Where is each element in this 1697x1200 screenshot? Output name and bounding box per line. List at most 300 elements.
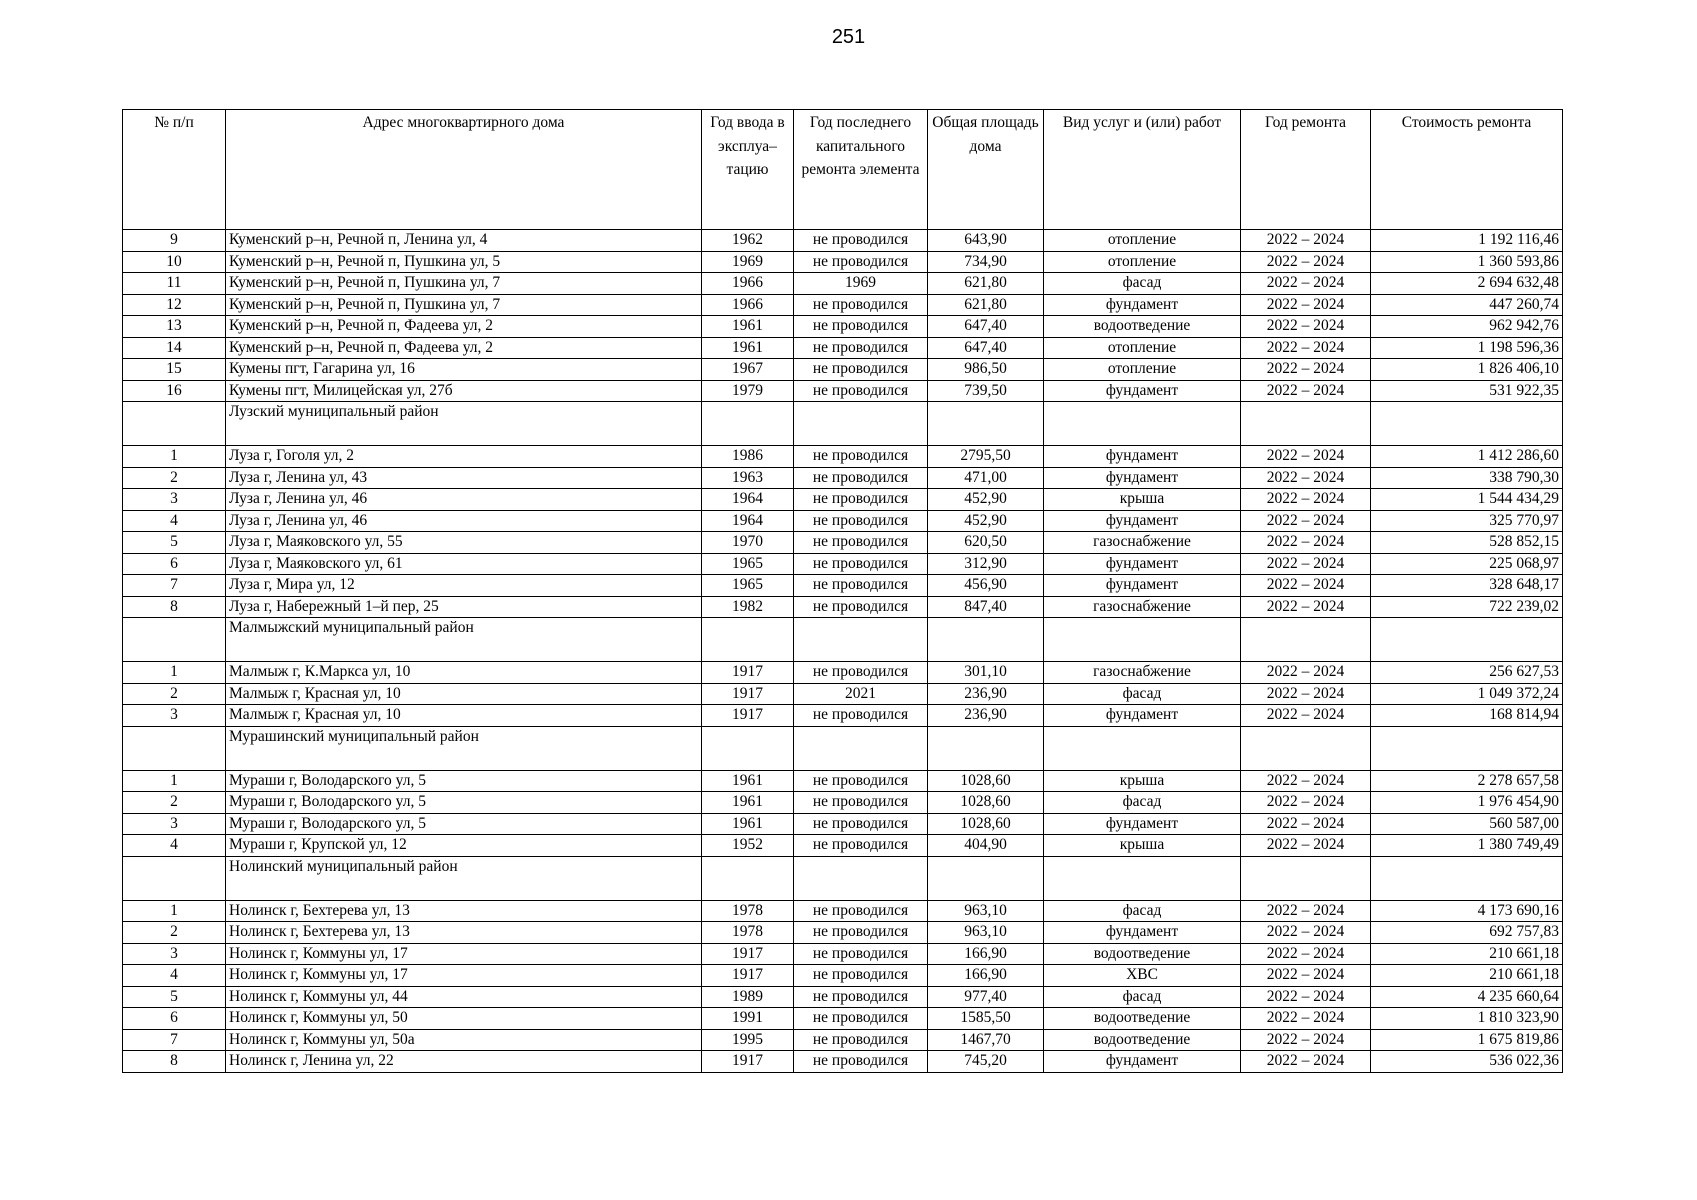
table-body (123, 230, 1563, 1073)
cell-num: 1 (123, 446, 226, 468)
cell-area: 456,90 (928, 575, 1044, 597)
cell-num: 6 (123, 553, 226, 575)
cell-work-type: водоотведение (1044, 316, 1241, 338)
cell-last-repair: не проводился (794, 380, 928, 402)
district-name: Лузский муниципальный район (226, 402, 702, 446)
cell-last-repair: не проводился (794, 251, 928, 273)
cell-repair-year: 2022 – 2024 (1241, 965, 1371, 987)
cell-repair-year: 2022 – 2024 (1241, 251, 1371, 273)
empty-cell (123, 618, 226, 662)
col-header-num: № п/п (123, 110, 226, 230)
table-row (123, 337, 1563, 359)
cell-last-repair: не проводился (794, 813, 928, 835)
cell-repair-year: 2022 – 2024 (1241, 273, 1371, 295)
cell-num: 4 (123, 965, 226, 987)
cell-address: Луза г, Маяковского ул, 61 (226, 553, 702, 575)
cell-num: 7 (123, 575, 226, 597)
cell-cost: 4 235 660,64 (1371, 986, 1563, 1008)
col-header-work-type: Вид услуг и (или) работ (1044, 110, 1241, 230)
cell-work-type: фасад (1044, 273, 1241, 295)
cell-year-built: 1964 (702, 489, 794, 511)
cell-work-type: ХВС (1044, 965, 1241, 987)
empty-cell (928, 856, 1044, 900)
cell-address: Кумены пгт, Милицейская ул, 27б (226, 380, 702, 402)
cell-cost: 210 661,18 (1371, 965, 1563, 987)
cell-last-repair: не проводился (794, 489, 928, 511)
cell-area: 986,50 (928, 359, 1044, 381)
cell-area: 166,90 (928, 965, 1044, 987)
cell-year-built: 1965 (702, 575, 794, 597)
table-row (123, 596, 1563, 618)
cell-address: Нолинск г, Ленина ул, 22 (226, 1051, 702, 1073)
cell-cost: 692 757,83 (1371, 922, 1563, 944)
cell-area: 734,90 (928, 251, 1044, 273)
cell-last-repair: 2021 (794, 683, 928, 705)
empty-cell (1371, 402, 1563, 446)
table-row (123, 1029, 1563, 1051)
cell-area: 312,90 (928, 553, 1044, 575)
cell-year-built: 1917 (702, 662, 794, 684)
cell-num: 6 (123, 1008, 226, 1030)
cell-work-type: отопление (1044, 359, 1241, 381)
cell-area: 2795,50 (928, 446, 1044, 468)
cell-year-built: 1979 (702, 380, 794, 402)
cell-last-repair: не проводился (794, 510, 928, 532)
cell-last-repair: не проводился (794, 596, 928, 618)
cell-address: Луза г, Мира ул, 12 (226, 575, 702, 597)
table-row (123, 943, 1563, 965)
cell-year-built: 1961 (702, 316, 794, 338)
cell-repair-year: 2022 – 2024 (1241, 900, 1371, 922)
cell-cost: 531 922,35 (1371, 380, 1563, 402)
cell-work-type: газоснабжение (1044, 532, 1241, 554)
cell-work-type: фундамент (1044, 294, 1241, 316)
cell-num: 14 (123, 337, 226, 359)
district-header-row (123, 726, 1563, 770)
empty-cell (123, 856, 226, 900)
empty-cell (702, 402, 794, 446)
cell-num: 9 (123, 230, 226, 252)
district-header-row (123, 856, 1563, 900)
cell-area: 404,90 (928, 835, 1044, 857)
cell-num: 15 (123, 359, 226, 381)
cell-address: Нолинск г, Коммуны ул, 44 (226, 986, 702, 1008)
cell-year-built: 1966 (702, 273, 794, 295)
cell-cost: 4 173 690,16 (1371, 900, 1563, 922)
empty-cell (928, 618, 1044, 662)
cell-num: 11 (123, 273, 226, 295)
cell-year-built: 1962 (702, 230, 794, 252)
cell-work-type: фасад (1044, 900, 1241, 922)
cell-address: Нолинск г, Коммуны ул, 50а (226, 1029, 702, 1051)
cell-last-repair: не проводился (794, 446, 928, 468)
table-row (123, 986, 1563, 1008)
cell-num: 12 (123, 294, 226, 316)
cell-cost: 1 826 406,10 (1371, 359, 1563, 381)
cell-area: 745,20 (928, 1051, 1044, 1073)
table-row (123, 705, 1563, 727)
district-name: Нолинский муниципальный район (226, 856, 702, 900)
empty-cell (1241, 618, 1371, 662)
cell-num: 16 (123, 380, 226, 402)
cell-repair-year: 2022 – 2024 (1241, 1051, 1371, 1073)
cell-cost: 2 694 632,48 (1371, 273, 1563, 295)
cell-year-built: 1982 (702, 596, 794, 618)
cell-area: 301,10 (928, 662, 1044, 684)
cell-area: 1028,60 (928, 770, 1044, 792)
cell-last-repair: не проводился (794, 922, 928, 944)
cell-cost: 1 049 372,24 (1371, 683, 1563, 705)
cell-num: 4 (123, 510, 226, 532)
cell-repair-year: 2022 – 2024 (1241, 532, 1371, 554)
cell-area: 452,90 (928, 510, 1044, 532)
district-header-row (123, 618, 1563, 662)
cell-year-built: 1961 (702, 770, 794, 792)
cell-cost: 1 198 596,36 (1371, 337, 1563, 359)
cell-address: Луза г, Ленина ул, 46 (226, 489, 702, 511)
col-header-repair-year: Год ремонта (1241, 110, 1371, 230)
empty-cell (702, 618, 794, 662)
cell-address: Нолинск г, Коммуны ул, 50 (226, 1008, 702, 1030)
cell-cost: 2 278 657,58 (1371, 770, 1563, 792)
table-row (123, 575, 1563, 597)
table-row (123, 553, 1563, 575)
cell-area: 1028,60 (928, 813, 1044, 835)
empty-cell (928, 726, 1044, 770)
cell-last-repair: не проводился (794, 1008, 928, 1030)
cell-last-repair: не проводился (794, 900, 928, 922)
table-row (123, 251, 1563, 273)
cell-area: 166,90 (928, 943, 1044, 965)
cell-repair-year: 2022 – 2024 (1241, 316, 1371, 338)
table-row (123, 510, 1563, 532)
table-row (123, 792, 1563, 814)
cell-num: 1 (123, 662, 226, 684)
cell-num: 1 (123, 770, 226, 792)
cell-last-repair: не проводился (794, 337, 928, 359)
cell-cost: 1 192 116,46 (1371, 230, 1563, 252)
table-row (123, 770, 1563, 792)
cell-work-type: фасад (1044, 792, 1241, 814)
empty-cell (1044, 618, 1241, 662)
cell-cost: 210 661,18 (1371, 943, 1563, 965)
cell-last-repair: не проводился (794, 662, 928, 684)
cell-area: 621,80 (928, 273, 1044, 295)
empty-cell (794, 726, 928, 770)
cell-year-built: 1952 (702, 835, 794, 857)
cell-cost: 168 814,94 (1371, 705, 1563, 727)
cell-repair-year: 2022 – 2024 (1241, 510, 1371, 532)
empty-cell (1044, 856, 1241, 900)
cell-area: 620,50 (928, 532, 1044, 554)
table-row (123, 532, 1563, 554)
cell-cost: 1 360 593,86 (1371, 251, 1563, 273)
empty-cell (928, 402, 1044, 446)
table-row (123, 1051, 1563, 1073)
cell-cost: 325 770,97 (1371, 510, 1563, 532)
cell-work-type: фундамент (1044, 380, 1241, 402)
cell-work-type: крыша (1044, 835, 1241, 857)
cell-cost: 328 648,17 (1371, 575, 1563, 597)
cell-year-built: 1978 (702, 900, 794, 922)
cell-cost: 1 380 749,49 (1371, 835, 1563, 857)
cell-year-built: 1917 (702, 705, 794, 727)
cell-last-repair: не проводился (794, 965, 928, 987)
empty-cell (1044, 726, 1241, 770)
cell-year-built: 1995 (702, 1029, 794, 1051)
cell-year-built: 1917 (702, 683, 794, 705)
cell-last-repair: не проводился (794, 294, 928, 316)
table-row (123, 922, 1563, 944)
cell-repair-year: 2022 – 2024 (1241, 380, 1371, 402)
cell-last-repair: не проводился (794, 986, 928, 1008)
cell-last-repair: не проводился (794, 705, 928, 727)
cell-cost: 1 544 434,29 (1371, 489, 1563, 511)
cell-num: 3 (123, 813, 226, 835)
cell-work-type: фундамент (1044, 467, 1241, 489)
empty-cell (1371, 856, 1563, 900)
cell-repair-year: 2022 – 2024 (1241, 835, 1371, 857)
cell-repair-year: 2022 – 2024 (1241, 683, 1371, 705)
cell-repair-year: 2022 – 2024 (1241, 294, 1371, 316)
cell-cost: 256 627,53 (1371, 662, 1563, 684)
cell-address: Куменский р–н, Речной п, Фадеева ул, 2 (226, 337, 702, 359)
table-row (123, 316, 1563, 338)
cell-work-type: газоснабжение (1044, 596, 1241, 618)
cell-work-type: фундамент (1044, 446, 1241, 468)
table-row (123, 359, 1563, 381)
cell-area: 739,50 (928, 380, 1044, 402)
cell-work-type: фундамент (1044, 575, 1241, 597)
cell-repair-year: 2022 – 2024 (1241, 553, 1371, 575)
cell-work-type: водоотведение (1044, 1008, 1241, 1030)
col-header-year-built: Год ввода в эксплуа– тацию (702, 110, 794, 230)
cell-address: Нолинск г, Бехтерева ул, 13 (226, 922, 702, 944)
cell-year-built: 1964 (702, 510, 794, 532)
cell-year-built: 1965 (702, 553, 794, 575)
cell-area: 236,90 (928, 705, 1044, 727)
table-row (123, 230, 1563, 252)
cell-num: 4 (123, 835, 226, 857)
cell-last-repair: не проводился (794, 553, 928, 575)
cell-area: 963,10 (928, 900, 1044, 922)
table-row (123, 662, 1563, 684)
cell-num: 2 (123, 467, 226, 489)
cell-repair-year: 2022 – 2024 (1241, 1029, 1371, 1051)
cell-cost: 536 022,36 (1371, 1051, 1563, 1073)
cell-last-repair: не проводился (794, 359, 928, 381)
cell-work-type: фундамент (1044, 813, 1241, 835)
cell-work-type: крыша (1044, 489, 1241, 511)
cell-num: 3 (123, 705, 226, 727)
cell-repair-year: 2022 – 2024 (1241, 230, 1371, 252)
district-header-row (123, 402, 1563, 446)
cell-cost: 447 260,74 (1371, 294, 1563, 316)
cell-address: Мураши г, Крупской ул, 12 (226, 835, 702, 857)
cell-last-repair: не проводился (794, 1029, 928, 1051)
cell-num: 3 (123, 489, 226, 511)
cell-repair-year: 2022 – 2024 (1241, 467, 1371, 489)
cell-num: 2 (123, 683, 226, 705)
cell-address: Куменский р–н, Речной п, Пушкина ул, 7 (226, 273, 702, 295)
cell-work-type: газоснабжение (1044, 662, 1241, 684)
table-row (123, 900, 1563, 922)
cell-address: Малмыж г, Красная ул, 10 (226, 705, 702, 727)
cell-address: Луза г, Ленина ул, 43 (226, 467, 702, 489)
table-row (123, 965, 1563, 987)
cell-cost: 338 790,30 (1371, 467, 1563, 489)
empty-cell (794, 618, 928, 662)
cell-last-repair: не проводился (794, 943, 928, 965)
table-row (123, 835, 1563, 857)
cell-num: 3 (123, 943, 226, 965)
cell-address: Луза г, Гоголя ул, 2 (226, 446, 702, 468)
cell-area: 643,90 (928, 230, 1044, 252)
cell-repair-year: 2022 – 2024 (1241, 813, 1371, 835)
cell-area: 1585,50 (928, 1008, 1044, 1030)
cell-last-repair: не проводился (794, 770, 928, 792)
cell-repair-year: 2022 – 2024 (1241, 792, 1371, 814)
cell-area: 471,00 (928, 467, 1044, 489)
cell-cost: 560 587,00 (1371, 813, 1563, 835)
cell-cost: 1 976 454,90 (1371, 792, 1563, 814)
repair-register-table (122, 109, 1563, 1073)
cell-num: 8 (123, 596, 226, 618)
cell-repair-year: 2022 – 2024 (1241, 337, 1371, 359)
cell-address: Мураши г, Володарского ул, 5 (226, 770, 702, 792)
cell-area: 452,90 (928, 489, 1044, 511)
empty-cell (1371, 726, 1563, 770)
cell-year-built: 1967 (702, 359, 794, 381)
cell-repair-year: 2022 – 2024 (1241, 359, 1371, 381)
district-name: Мурашинский муниципальный район (226, 726, 702, 770)
cell-year-built: 1991 (702, 1008, 794, 1030)
cell-last-repair: не проводился (794, 835, 928, 857)
cell-repair-year: 2022 – 2024 (1241, 489, 1371, 511)
cell-work-type: водоотведение (1044, 943, 1241, 965)
empty-cell (702, 726, 794, 770)
table-row (123, 294, 1563, 316)
table-row (123, 446, 1563, 468)
cell-work-type: отопление (1044, 337, 1241, 359)
cell-address: Мураши г, Володарского ул, 5 (226, 792, 702, 814)
cell-year-built: 1961 (702, 813, 794, 835)
cell-area: 621,80 (928, 294, 1044, 316)
header-row (123, 110, 1563, 230)
cell-year-built: 1917 (702, 943, 794, 965)
cell-year-built: 1917 (702, 965, 794, 987)
cell-repair-year: 2022 – 2024 (1241, 1008, 1371, 1030)
table-row (123, 489, 1563, 511)
empty-cell (1241, 402, 1371, 446)
cell-num: 5 (123, 986, 226, 1008)
cell-num: 8 (123, 1051, 226, 1073)
cell-area: 236,90 (928, 683, 1044, 705)
cell-last-repair: не проводился (794, 792, 928, 814)
col-header-cost: Стоимость ремонта (1371, 110, 1563, 230)
cell-address: Нолинск г, Коммуны ул, 17 (226, 943, 702, 965)
cell-repair-year: 2022 – 2024 (1241, 575, 1371, 597)
empty-cell (123, 726, 226, 770)
cell-year-built: 1961 (702, 337, 794, 359)
table-row (123, 273, 1563, 295)
cell-last-repair: не проводился (794, 1051, 928, 1073)
cell-address: Нолинск г, Коммуны ул, 17 (226, 965, 702, 987)
empty-cell (794, 856, 928, 900)
cell-address: Луза г, Ленина ул, 46 (226, 510, 702, 532)
cell-work-type: фундамент (1044, 510, 1241, 532)
cell-area: 977,40 (928, 986, 1044, 1008)
col-header-area: Общая площадь дома (928, 110, 1044, 230)
cell-last-repair: не проводился (794, 575, 928, 597)
empty-cell (1371, 618, 1563, 662)
cell-cost: 722 239,02 (1371, 596, 1563, 618)
cell-address: Луза г, Маяковского ул, 55 (226, 532, 702, 554)
cell-repair-year: 2022 – 2024 (1241, 922, 1371, 944)
cell-cost: 528 852,15 (1371, 532, 1563, 554)
cell-address: Малмыж г, К.Маркса ул, 10 (226, 662, 702, 684)
cell-address: Куменский р–н, Речной п, Фадеева ул, 2 (226, 316, 702, 338)
cell-num: 7 (123, 1029, 226, 1051)
empty-cell (794, 402, 928, 446)
cell-area: 647,40 (928, 316, 1044, 338)
cell-cost: 1 810 323,90 (1371, 1008, 1563, 1030)
cell-area: 963,10 (928, 922, 1044, 944)
empty-cell (1241, 856, 1371, 900)
cell-address: Куменский р–н, Речной п, Ленина ул, 4 (226, 230, 702, 252)
col-header-last-repair: Год последнего капитального ремонта элемента (794, 110, 928, 230)
cell-work-type: фундамент (1044, 922, 1241, 944)
cell-last-repair: не проводился (794, 532, 928, 554)
cell-work-type: отопление (1044, 230, 1241, 252)
cell-work-type: крыша (1044, 770, 1241, 792)
empty-cell (123, 402, 226, 446)
table-row (123, 683, 1563, 705)
cell-year-built: 1989 (702, 986, 794, 1008)
empty-cell (1241, 726, 1371, 770)
cell-num: 5 (123, 532, 226, 554)
col-header-address: Адрес многоквартирного дома (226, 110, 702, 230)
cell-area: 847,40 (928, 596, 1044, 618)
cell-year-built: 1963 (702, 467, 794, 489)
cell-work-type: водоотведение (1044, 1029, 1241, 1051)
cell-year-built: 1970 (702, 532, 794, 554)
cell-work-type: отопление (1044, 251, 1241, 273)
table-row (123, 467, 1563, 489)
table-row (123, 380, 1563, 402)
cell-repair-year: 2022 – 2024 (1241, 705, 1371, 727)
cell-last-repair: не проводился (794, 230, 928, 252)
district-name: Малмыжский муниципальный район (226, 618, 702, 662)
cell-repair-year: 2022 – 2024 (1241, 943, 1371, 965)
cell-year-built: 1917 (702, 1051, 794, 1073)
cell-address: Кумены пгт, Гагарина ул, 16 (226, 359, 702, 381)
cell-num: 10 (123, 251, 226, 273)
cell-num: 2 (123, 792, 226, 814)
cell-area: 1028,60 (928, 792, 1044, 814)
cell-address: Луза г, Набережный 1–й пер, 25 (226, 596, 702, 618)
cell-repair-year: 2022 – 2024 (1241, 770, 1371, 792)
cell-work-type: фундамент (1044, 1051, 1241, 1073)
cell-work-type: фундамент (1044, 705, 1241, 727)
cell-work-type: фасад (1044, 683, 1241, 705)
cell-last-repair: не проводился (794, 316, 928, 338)
cell-area: 647,40 (928, 337, 1044, 359)
cell-repair-year: 2022 – 2024 (1241, 596, 1371, 618)
cell-cost: 225 068,97 (1371, 553, 1563, 575)
cell-year-built: 1986 (702, 446, 794, 468)
cell-work-type: фундамент (1044, 553, 1241, 575)
